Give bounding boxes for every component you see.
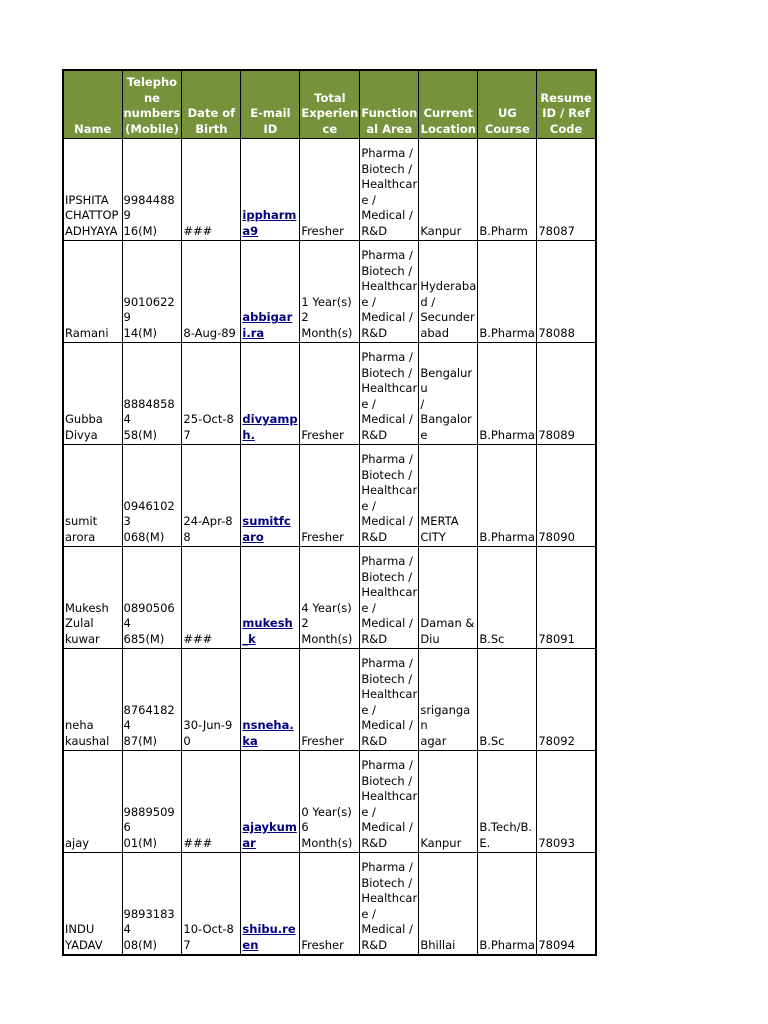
cell-experience: Fresher	[300, 445, 360, 547]
cell-name: INDU YADAV	[63, 853, 122, 956]
cell-functional-area: Pharma / Biotech / Healthcar e / Medical / R&D	[360, 751, 419, 853]
cell-name: Ramani	[63, 241, 122, 343]
cell-resume-id: 78090	[537, 445, 596, 547]
email-link[interactable]: ippharma9	[242, 208, 297, 238]
table-row	[63, 751, 596, 853]
cell-functional-area: Pharma / Biotech / Healthcar e / Medical / R&D	[360, 547, 419, 649]
cell-phone: 98931834 08(M)	[122, 853, 182, 956]
cell-functional-area: Pharma / Biotech / Healthcar e / Medical / R&D	[360, 853, 419, 956]
table-row	[63, 139, 596, 241]
table-row	[63, 649, 596, 751]
cell-dob: 25-Oct-87	[182, 343, 241, 445]
cell-name: Mukesh Zulal kuwar	[63, 547, 122, 649]
header-ug-course: UG Course	[478, 70, 537, 139]
cell-phone: 87641824 87(M)	[122, 649, 182, 751]
cell-email	[241, 547, 300, 649]
cell-location: MERTA CITY	[419, 445, 478, 547]
cell-phone: 98895096 01(M)	[122, 751, 182, 853]
cell-name: Gubba Divya	[63, 343, 122, 445]
cell-name: IPSHITA CHATTOP ADHYAYA	[63, 139, 122, 241]
cell-location: Daman & Diu	[419, 547, 478, 649]
cell-ug-course: B.Tech/B. E.	[478, 751, 537, 853]
email-link[interactable]: sumitfcaro	[242, 514, 291, 544]
cell-ug-course: B.Pharma	[478, 343, 537, 445]
cell-phone: 99844889 16(M)	[122, 139, 182, 241]
cell-resume-id: 78092	[537, 649, 596, 751]
cell-ug-course: B.Sc	[478, 649, 537, 751]
cell-dob: ###	[182, 139, 241, 241]
cell-email	[241, 343, 300, 445]
cell-email	[241, 751, 300, 853]
cell-location: Kanpur	[419, 139, 478, 241]
cell-dob: ###	[182, 751, 241, 853]
cell-experience: 0 Year(s) 6 Month(s)	[300, 751, 360, 853]
email-link[interactable]: ajaykumar	[242, 820, 297, 850]
cell-experience: Fresher	[300, 853, 360, 956]
email-link[interactable]: shibu.reen	[242, 922, 296, 952]
email-link[interactable]: nsneha.ka	[242, 718, 294, 748]
header-location: Current Location	[419, 70, 478, 139]
cell-dob: 24-Apr-88	[182, 445, 241, 547]
table-row	[63, 853, 596, 956]
cell-email	[241, 649, 300, 751]
cell-functional-area: Pharma / Biotech / Healthcar e / Medical / R&D	[360, 343, 419, 445]
cell-phone: 08905064 685(M)	[122, 547, 182, 649]
cell-functional-area: Pharma / Biotech / Healthcar e / Medical / R&D	[360, 139, 419, 241]
cell-ug-course: B.Pharma	[478, 853, 537, 956]
cell-location: Kanpur	[419, 751, 478, 853]
email-link[interactable]: mukesh_k	[242, 616, 293, 646]
cell-email	[241, 139, 300, 241]
cell-experience: Fresher	[300, 139, 360, 241]
table-row	[63, 343, 596, 445]
cell-ug-course: B.Sc	[478, 547, 537, 649]
table-row	[63, 241, 596, 343]
cell-resume-id: 78091	[537, 547, 596, 649]
email-link[interactable]: abbigari.ra	[242, 310, 293, 340]
resume-table	[62, 69, 597, 956]
header-functional-area: Function al Area	[360, 70, 419, 139]
cell-email	[241, 445, 300, 547]
cell-location: srigangan agar	[419, 649, 478, 751]
cell-functional-area: Pharma / Biotech / Healthcar e / Medical / R&D	[360, 241, 419, 343]
cell-resume-id: 78093	[537, 751, 596, 853]
email-link[interactable]: divyamph.	[242, 412, 298, 442]
header-row	[63, 70, 596, 139]
cell-ug-course: B.Pharm	[478, 139, 537, 241]
header-name: Name	[63, 70, 122, 139]
cell-phone: 09461023 068(M)	[122, 445, 182, 547]
cell-resume-id: 78094	[537, 853, 596, 956]
cell-dob: 8-Aug-89	[182, 241, 241, 343]
header-resume-id: Resume ID / Ref Code	[537, 70, 596, 139]
cell-email	[241, 241, 300, 343]
cell-dob: ###	[182, 547, 241, 649]
cell-name: neha kaushal	[63, 649, 122, 751]
cell-resume-id: 78089	[537, 343, 596, 445]
cell-ug-course: B.Pharma	[478, 241, 537, 343]
cell-experience: Fresher	[300, 343, 360, 445]
cell-experience: 1 Year(s) 2 Month(s)	[300, 241, 360, 343]
cell-location: Bengaluru / Bangalore	[419, 343, 478, 445]
header-email: E-mail ID	[241, 70, 300, 139]
cell-dob: 30-Jun-90	[182, 649, 241, 751]
cell-functional-area: Pharma / Biotech / Healthcar e / Medical / R&D	[360, 649, 419, 751]
cell-phone: 88848584 58(M)	[122, 343, 182, 445]
cell-ug-course: B.Pharma	[478, 445, 537, 547]
cell-phone: 90106229 14(M)	[122, 241, 182, 343]
cell-experience: Fresher	[300, 649, 360, 751]
cell-resume-id: 78087	[537, 139, 596, 241]
header-experience: Total Experien ce	[300, 70, 360, 139]
cell-dob: 10-Oct-87	[182, 853, 241, 956]
cell-functional-area: Pharma / Biotech / Healthcar e / Medical / R&D	[360, 445, 419, 547]
cell-location: Bhillai	[419, 853, 478, 956]
cell-email	[241, 853, 300, 956]
header-dob: Date of Birth	[182, 70, 241, 139]
cell-location: Hyderaba d / Secunder abad	[419, 241, 478, 343]
header-phone: Telepho ne numbers (Mobile)	[122, 70, 182, 139]
table-row	[63, 547, 596, 649]
cell-experience: 4 Year(s) 2 Month(s)	[300, 547, 360, 649]
table-row	[63, 445, 596, 547]
cell-name: sumit arora	[63, 445, 122, 547]
cell-resume-id: 78088	[537, 241, 596, 343]
cell-name: ajay	[63, 751, 122, 853]
